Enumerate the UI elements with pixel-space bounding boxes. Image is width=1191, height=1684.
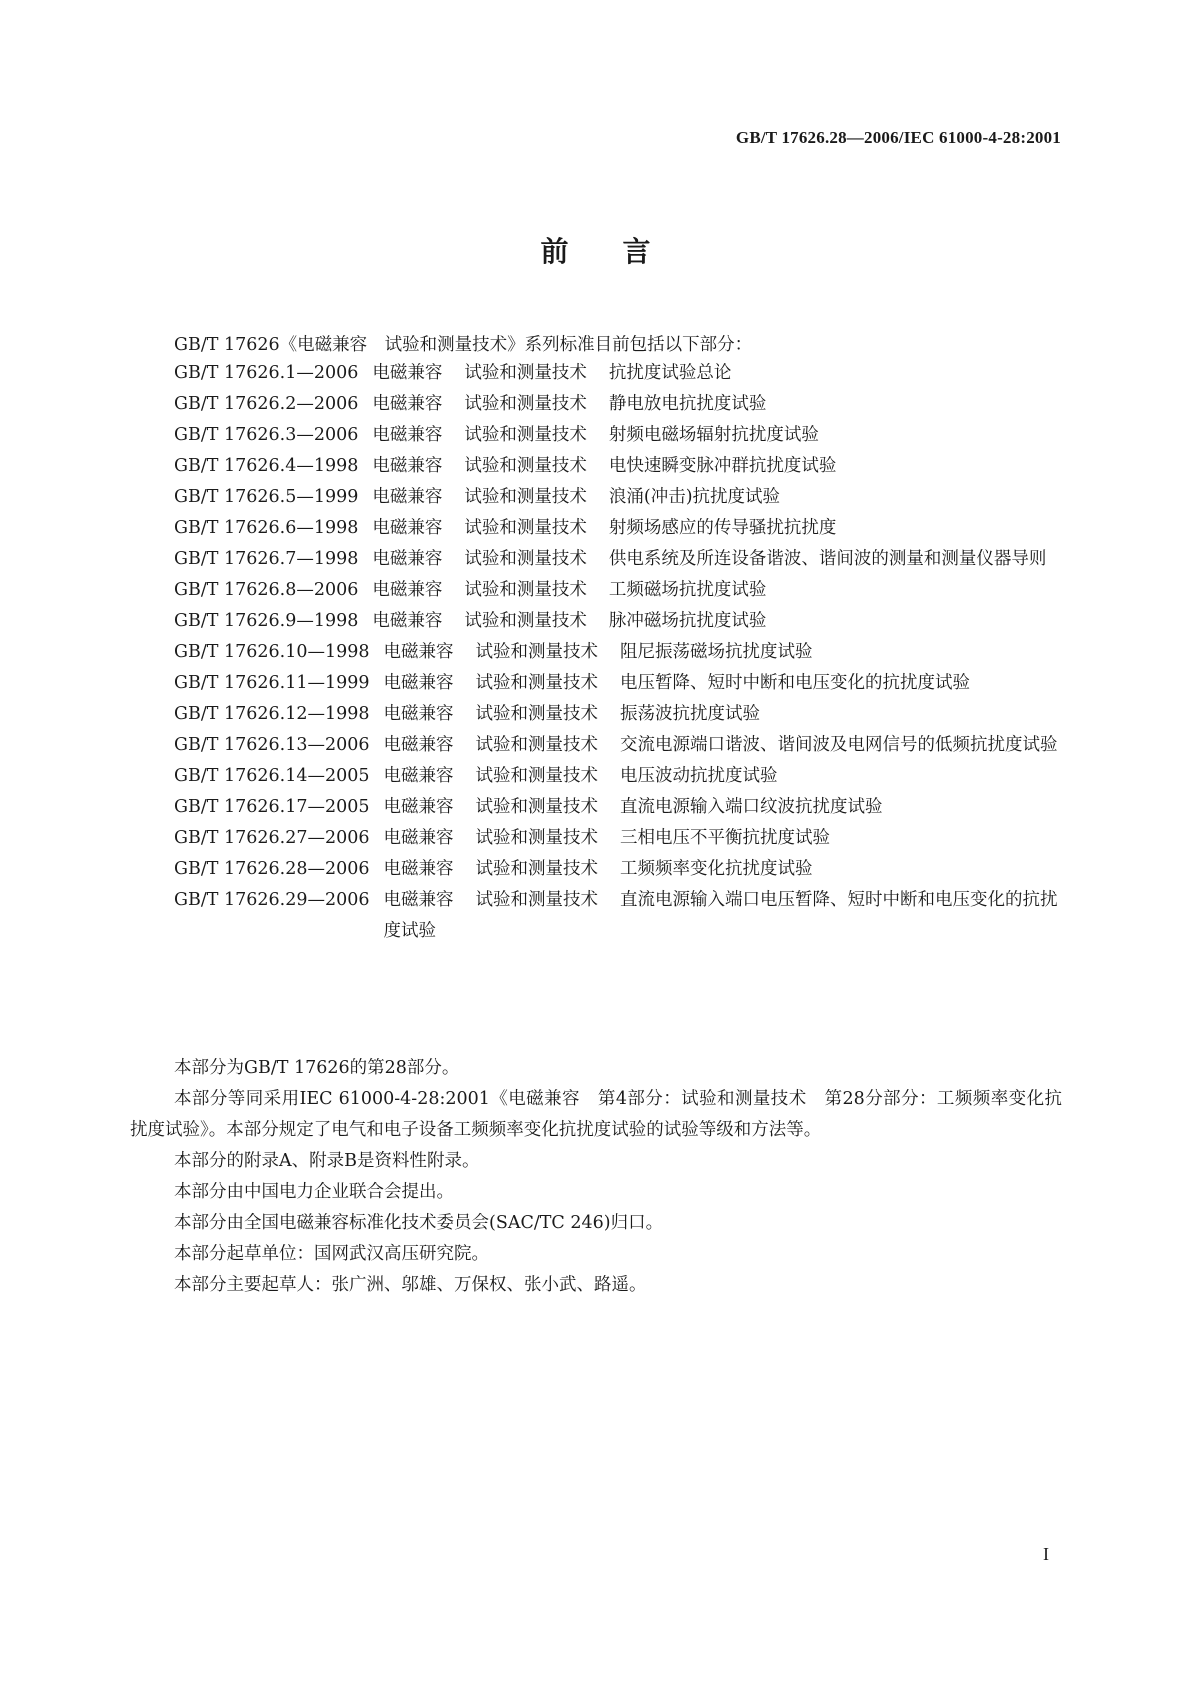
part-sub: 试验和测量技术 <box>464 456 587 476</box>
part-item <box>174 699 1064 730</box>
part-code: GB/T 17626.6—1998 <box>174 518 359 538</box>
part-title <box>384 730 1064 761</box>
part-cat: 电磁兼容 <box>372 580 443 600</box>
parts-list <box>174 358 1064 947</box>
part-name: 浪涌(冲击)抗扰度试验 <box>608 487 781 507</box>
part-item <box>174 513 1064 544</box>
part-title <box>372 482 1064 513</box>
part-item <box>174 451 1064 482</box>
part-cat: 电磁兼容 <box>383 735 454 755</box>
part-sub: 试验和测量技术 <box>475 673 599 693</box>
part-title <box>372 358 1064 389</box>
body-paragraph: 本部分由全国电磁兼容标准化技术委员会(SAC/TC 246)归口。 <box>174 1213 664 1233</box>
part-item <box>174 761 1064 792</box>
body-paragraph: 本部分由中国电力企业联合会提出。 <box>174 1182 454 1202</box>
part-code: GB/T 17626.10—1998 <box>174 642 370 662</box>
part-name: 交流电源端口谐波、谐间波及电网信号的低频抗扰度试验 <box>620 735 1058 755</box>
page-number: I <box>1043 1544 1049 1564</box>
page-title: 前言 <box>540 235 705 268</box>
body-paragraph: 本部分主要起草人：张广洲、邬雄、万保权、张小武、路遥。 <box>174 1275 647 1295</box>
part-sub: 试验和测量技术 <box>475 735 599 755</box>
part-name: 直流电源输入端口纹波抗扰度试验 <box>620 797 883 817</box>
part-code: GB/T 17626.7—1998 <box>174 549 359 569</box>
part-cat: 电磁兼容 <box>372 363 443 383</box>
part-name: 电压波动抗扰度试验 <box>620 766 778 786</box>
part-title <box>384 823 1064 854</box>
part-item <box>174 544 1064 575</box>
part-title <box>372 389 1064 420</box>
part-sub: 试验和测量技术 <box>475 704 599 724</box>
part-name: 三相电压不平衡抗扰度试验 <box>620 828 831 848</box>
part-title <box>372 451 1064 482</box>
part-sub: 试验和测量技术 <box>475 828 599 848</box>
part-item <box>174 606 1064 637</box>
part-name: 阻尼振荡磁场抗扰度试验 <box>620 642 813 662</box>
part-item <box>174 482 1064 513</box>
part-item <box>174 792 1064 823</box>
part-name: 射频场感应的传导骚扰抗扰度 <box>608 518 837 538</box>
part-sub: 试验和测量技术 <box>464 487 587 507</box>
part-cat: 电磁兼容 <box>383 673 454 693</box>
part-cat: 电磁兼容 <box>372 456 443 476</box>
part-name: 射频电磁场辐射抗扰度试验 <box>608 425 819 445</box>
body-paragraph: 本部分的附录A、附录B是资料性附录。 <box>174 1151 480 1171</box>
part-sub: 试验和测量技术 <box>464 394 587 414</box>
part-cat: 电磁兼容 <box>383 890 454 910</box>
part-title <box>372 606 1064 637</box>
part-name: 供电系统及所连设备谐波、谐间波的测量和测量仪器导则 <box>608 549 1047 569</box>
part-title <box>372 513 1064 544</box>
part-sub: 试验和测量技术 <box>475 766 599 786</box>
part-item <box>174 885 1064 947</box>
part-sub: 试验和测量技术 <box>464 363 587 383</box>
part-code: GB/T 17626.17—2005 <box>174 797 370 817</box>
part-name: 直流电源输入端口电压暂降、短时中断和电压变化的抗扰度试验 <box>383 890 1058 941</box>
part-name: 抗扰度试验总论 <box>608 363 732 383</box>
part-item <box>174 420 1064 451</box>
standard-code: GB/T 17626.28—2006/IEC 61000-4-28:2001 <box>735 128 1061 147</box>
part-title <box>384 792 1064 823</box>
part-title <box>384 668 1064 699</box>
part-title <box>384 699 1064 730</box>
part-title <box>384 761 1064 792</box>
part-item <box>174 668 1064 699</box>
part-code: GB/T 17626.12—1998 <box>174 704 370 724</box>
part-cat: 电磁兼容 <box>383 797 454 817</box>
part-sub: 试验和测量技术 <box>475 890 599 910</box>
part-title <box>372 575 1064 606</box>
part-code: GB/T 17626.2—2006 <box>174 394 359 414</box>
part-code: GB/T 17626.14—2005 <box>174 766 370 786</box>
part-item <box>174 575 1064 606</box>
intro-line: GB/T 17626《电磁兼容 试验和测量技术》系列标准目前包括以下部分： <box>174 335 753 355</box>
part-sub: 试验和测量技术 <box>464 549 587 569</box>
part-name: 脉冲磁场抗扰度试验 <box>608 611 767 631</box>
part-cat: 电磁兼容 <box>383 642 454 662</box>
part-item <box>174 389 1064 420</box>
part-cat: 电磁兼容 <box>383 859 454 879</box>
part-item <box>174 358 1064 389</box>
part-sub: 试验和测量技术 <box>475 642 599 662</box>
body-paragraph: 本部分为GB/T 17626的第28部分。 <box>174 1058 460 1078</box>
part-title <box>384 637 1064 668</box>
part-code: GB/T 17626.28—2006 <box>174 859 370 879</box>
part-cat: 电磁兼容 <box>372 487 443 507</box>
part-title <box>384 885 1064 947</box>
part-code: GB/T 17626.9—1998 <box>174 611 359 631</box>
part-code: GB/T 17626.13—2006 <box>174 735 370 755</box>
part-title <box>372 420 1064 451</box>
part-name: 工频频率变化抗扰度试验 <box>620 859 813 879</box>
part-sub: 试验和测量技术 <box>464 518 587 538</box>
part-name: 电压暂降、短时中断和电压变化的抗扰度试验 <box>620 673 971 693</box>
body-paragraph: 本部分起草单位：国网武汉高压研究院。 <box>174 1244 489 1264</box>
part-item <box>174 854 1064 885</box>
part-name: 工频磁场抗扰度试验 <box>608 580 767 600</box>
part-cat: 电磁兼容 <box>372 394 443 414</box>
part-name: 电快速瞬变脉冲群抗扰度试验 <box>608 456 837 476</box>
part-name: 静电放电抗扰度试验 <box>608 394 767 414</box>
part-code: GB/T 17626.5—1999 <box>174 487 359 507</box>
body-paragraph: 本部分等同采用IEC 61000-4-28:2001《电磁兼容 第4部分：试验和测量技术 第28分部分：工频频率变化抗扰度试验》。本部分规定了电气和电子设备工频频率变化抗扰度试验的试验等级和方法等。 <box>130 1089 1062 1140</box>
part-sub: 试验和测量技术 <box>475 859 599 879</box>
part-cat: 电磁兼容 <box>383 766 454 786</box>
part-sub: 试验和测量技术 <box>464 580 587 600</box>
part-code: GB/T 17626.11—1999 <box>174 673 370 693</box>
part-cat: 电磁兼容 <box>383 704 454 724</box>
part-cat: 电磁兼容 <box>372 549 443 569</box>
part-cat: 电磁兼容 <box>372 518 443 538</box>
part-item <box>174 823 1064 854</box>
part-cat: 电磁兼容 <box>372 425 443 445</box>
part-code: GB/T 17626.8—2006 <box>174 580 359 600</box>
part-code: GB/T 17626.1—2006 <box>174 363 359 383</box>
part-code: GB/T 17626.3—2006 <box>174 425 359 445</box>
part-item <box>174 730 1064 761</box>
part-sub: 试验和测量技术 <box>464 611 587 631</box>
part-code: GB/T 17626.4—1998 <box>174 456 359 476</box>
part-item <box>174 637 1064 668</box>
part-title <box>372 544 1064 575</box>
part-sub: 试验和测量技术 <box>475 797 599 817</box>
part-title <box>384 854 1064 885</box>
part-code: GB/T 17626.29—2006 <box>174 890 370 910</box>
part-sub: 试验和测量技术 <box>464 425 587 445</box>
part-code: GB/T 17626.27—2006 <box>174 828 370 848</box>
part-name: 振荡波抗扰度试验 <box>620 704 761 724</box>
part-cat: 电磁兼容 <box>383 828 454 848</box>
body-text <box>130 1053 1062 1301</box>
part-cat: 电磁兼容 <box>372 611 443 631</box>
